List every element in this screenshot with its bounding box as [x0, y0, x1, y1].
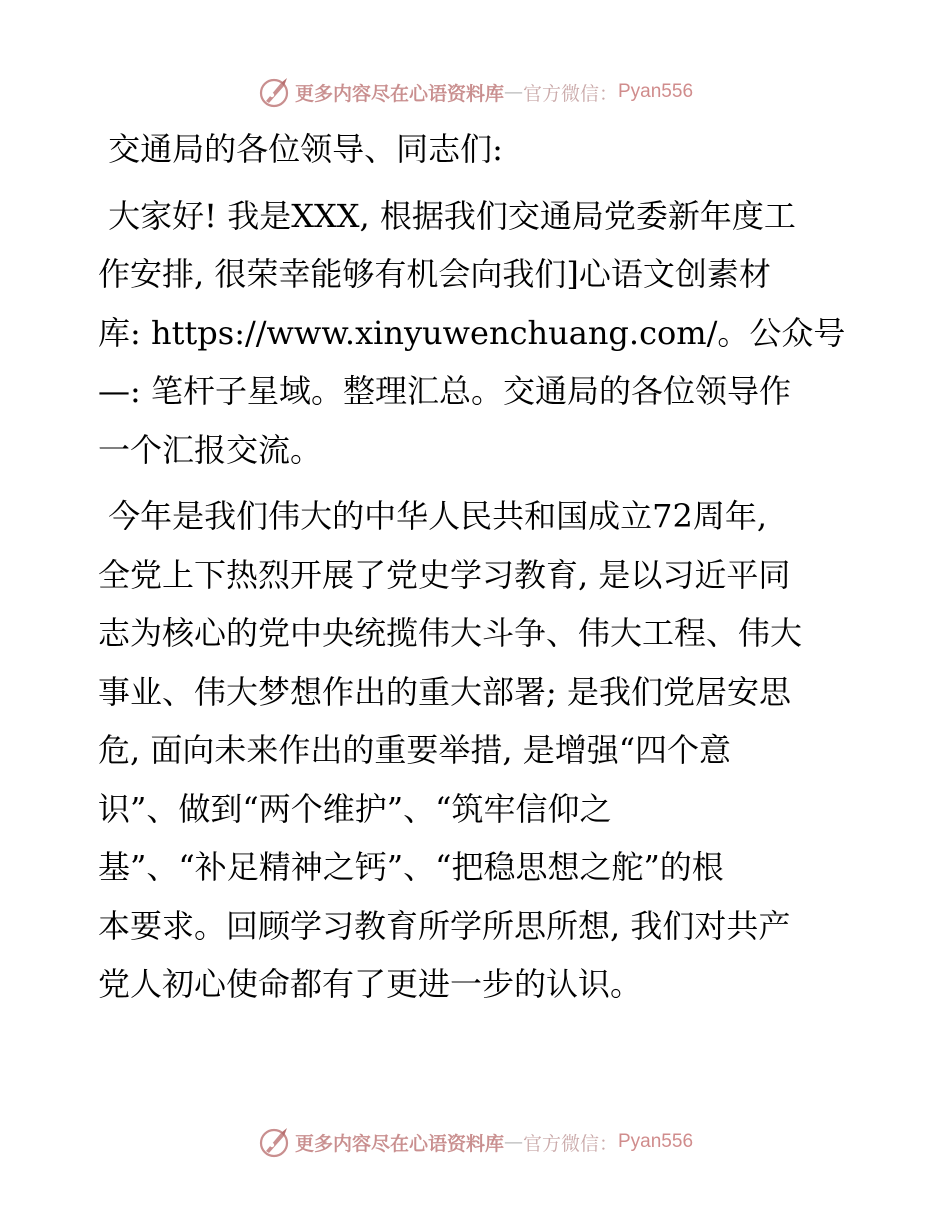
paragraph-line: 基”、“补足精神之钙”、“把稳思想之舵”的根	[98, 848, 724, 886]
paragraph-line: 作安排, 很荣幸能够有机会向我们]心语文创素材	[98, 255, 771, 293]
watermark-wechat-label: 官方微信：	[522, 1132, 618, 1155]
watermark-dash: —	[503, 1131, 523, 1153]
quill-logo-icon	[257, 1125, 291, 1159]
paragraph-line: 大家好! 我是XXX, 根据我们交通局党委新年度工	[98, 196, 796, 235]
paragraph-line: 党人初心使命都有了更进一步的认识。	[98, 965, 643, 1003]
quill-logo-icon	[257, 75, 291, 109]
paragraph-introduction	[98, 187, 850, 480]
paragraph-line: 库: https://www.xinyuwenchuang.com/。公众号	[98, 313, 846, 352]
paragraph-line: 危, 面向未来作出的重要举措, 是增强“四个意	[98, 731, 732, 769]
watermark-wechat-label: 官方微信：	[522, 82, 618, 105]
document-body	[98, 120, 850, 1014]
greeting-text: 交通局的各位领导、同志们:	[98, 130, 503, 168]
paragraph-line: 一个汇报交流。	[98, 430, 323, 469]
watermark-wechat-id: Pyan556	[618, 81, 694, 102]
watermark-main-text: 更多内容尽在心语资料库	[294, 82, 504, 105]
paragraph-line: —: 笔杆子星域。整理汇总。交通局的各位领导作	[98, 372, 791, 410]
paragraph-line: 志为核心的党中央统揽伟大斗争、伟大工程、伟大	[98, 614, 803, 652]
watermark-main-text: 更多内容尽在心语资料库	[294, 1132, 504, 1155]
paragraph-line: 全党上下热烈开展了党史学习教育, 是以习近平同	[98, 555, 791, 594]
footer-watermark	[0, 1122, 950, 1162]
header-watermark	[0, 72, 950, 112]
paragraph-line: 识”、做到“两个维护”、“筑牢信仰之	[98, 789, 612, 828]
paragraph-line: 本要求。回顾学习教育所学所思所想, 我们对共产	[98, 906, 791, 945]
watermark-dash: —	[503, 81, 523, 103]
greeting-line	[98, 120, 850, 179]
paragraph-line: 事业、伟大梦想作出的重大部署; 是我们党居安思	[98, 672, 791, 711]
watermark-wechat-id: Pyan556	[618, 1131, 694, 1152]
paragraph-party-history	[98, 487, 850, 1014]
paragraph-line: 今年是我们伟大的中华人民共和国成立72周年,	[98, 497, 768, 535]
